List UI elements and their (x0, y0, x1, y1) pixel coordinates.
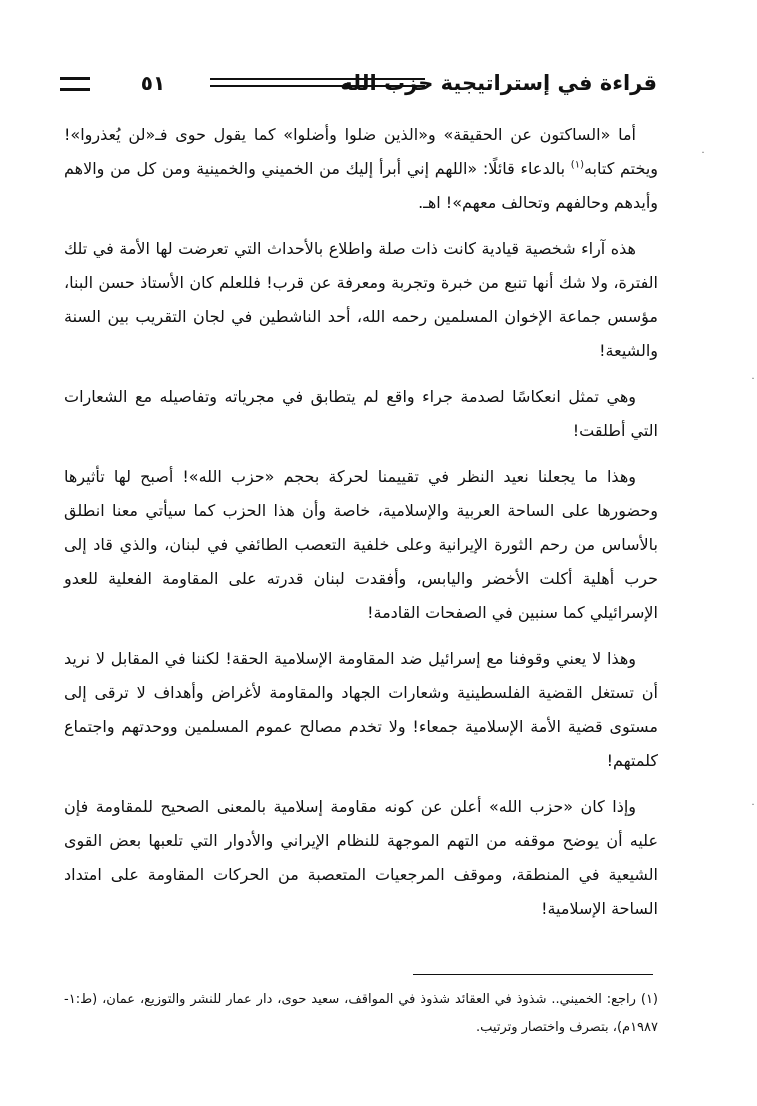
header-bars-ornament (60, 77, 90, 91)
paragraph-1 (64, 118, 658, 220)
body-text (64, 118, 658, 938)
footnote-reference: (١) (570, 159, 584, 171)
margin-mark: ˙ (750, 376, 756, 390)
paragraph-4: وهذا ما يجعلنا نعيد النظر في تقييمنا لحركة بحجم «حزب الله»! أصبح لها تأثيرها وحضورها على الساحة العربية والإسلامية، خاصة وأن هذا الحزب كما سيأتي معنا انطلق بالأساس من رحم الثورة الإيرانية وعلى خلفية التعصب الطائفي في لبنان، والذي قاد إلى حرب أهلية أكلت الأخضر واليابس، وأفقدت لبنان قدرته على المقاومة الفعلية للعدو الإسرائيلي كما سنبين في الصفحات القادمة! (64, 467, 658, 622)
paragraph-1-text: أما «الساكتون عن الحقيقة» و«الذين ضلوا وأضلوا» كما يقول حوى فـ«لن يُعذروا»! ويختم كتابه (64, 125, 659, 178)
paragraph-5: وهذا لا يعني وقوفنا مع إسرائيل ضد المقاومة الإسلامية الحقة! لكننا في المقابل لا نريد أن تستغل القضية الفلسطينية وشعارات الجهاد والمقاومة لأغراض وأهداف لا ترقى إلى مستوى قضية الأمة الإسلامية جمعاء! ولا تخدم مصالح عموم المسلمين ووحدتهم واجتماع كلمتهم! (64, 649, 658, 770)
page-number: ٥١ (140, 71, 166, 95)
paragraph-1-text-cont: بالدعاء قائلًا: «اللهم إني أبرأ إليك من الخميني والخمينية ومن كل من والاهم وأيدهم وحالفهم وتحالف معهم»! اهـ. (64, 159, 658, 212)
paragraph-2: هذه آراء شخصية قيادية كانت ذات صلة واطلاع بالأحداث التي تعرضت لها الأمة في تلك الفترة، ولا شك أنها تنبع من خبرة وتجربة ومعرفة عن قرب! فللعلم كان الأستاذ حسن البنا، مؤسس جماعة الإخوان المسلمين رحمه الله، أحد الناشطين في لجان التقريب بين السنة والشيعة! (64, 239, 658, 360)
header-rule (210, 78, 425, 87)
paragraph-3: وهي تمثل انعكاسًا لصدمة جراء واقع لم يتطابق في مجرياته وتفاصيله مع الشعارات التي أطلقت! (64, 387, 658, 440)
running-title: قراءة في إستراتيجية حزب الله (340, 71, 657, 95)
footnote-separator (413, 974, 653, 975)
footnote: (١) راجع: الخميني.. شذوذ في العقائد شذوذ في المواقف، سعيد حوى، دار عمار للنشر والتوزيع، عمان، (ط:١- ١٩٨٧م)، بتصرف واختصار وترتيب. (64, 992, 658, 1035)
margin-mark: ˙ (750, 802, 756, 816)
running-header (60, 68, 657, 102)
margin-mark: ˙ (700, 150, 706, 164)
paragraph-6: وإذا كان «حزب الله» أعلن عن كونه مقاومة إسلامية بالمعنى الصحيح للمقاومة فإن عليه أن يوضح موقفه من التهم الموجهة للنظام الإيراني والأدوار التي تلعبها بعض القوى الشيعية في المنطقة، وموقف المرجعيات المتعصبة من الحركات المقاومة على امتداد الساحة الإسلامية! (64, 797, 658, 918)
